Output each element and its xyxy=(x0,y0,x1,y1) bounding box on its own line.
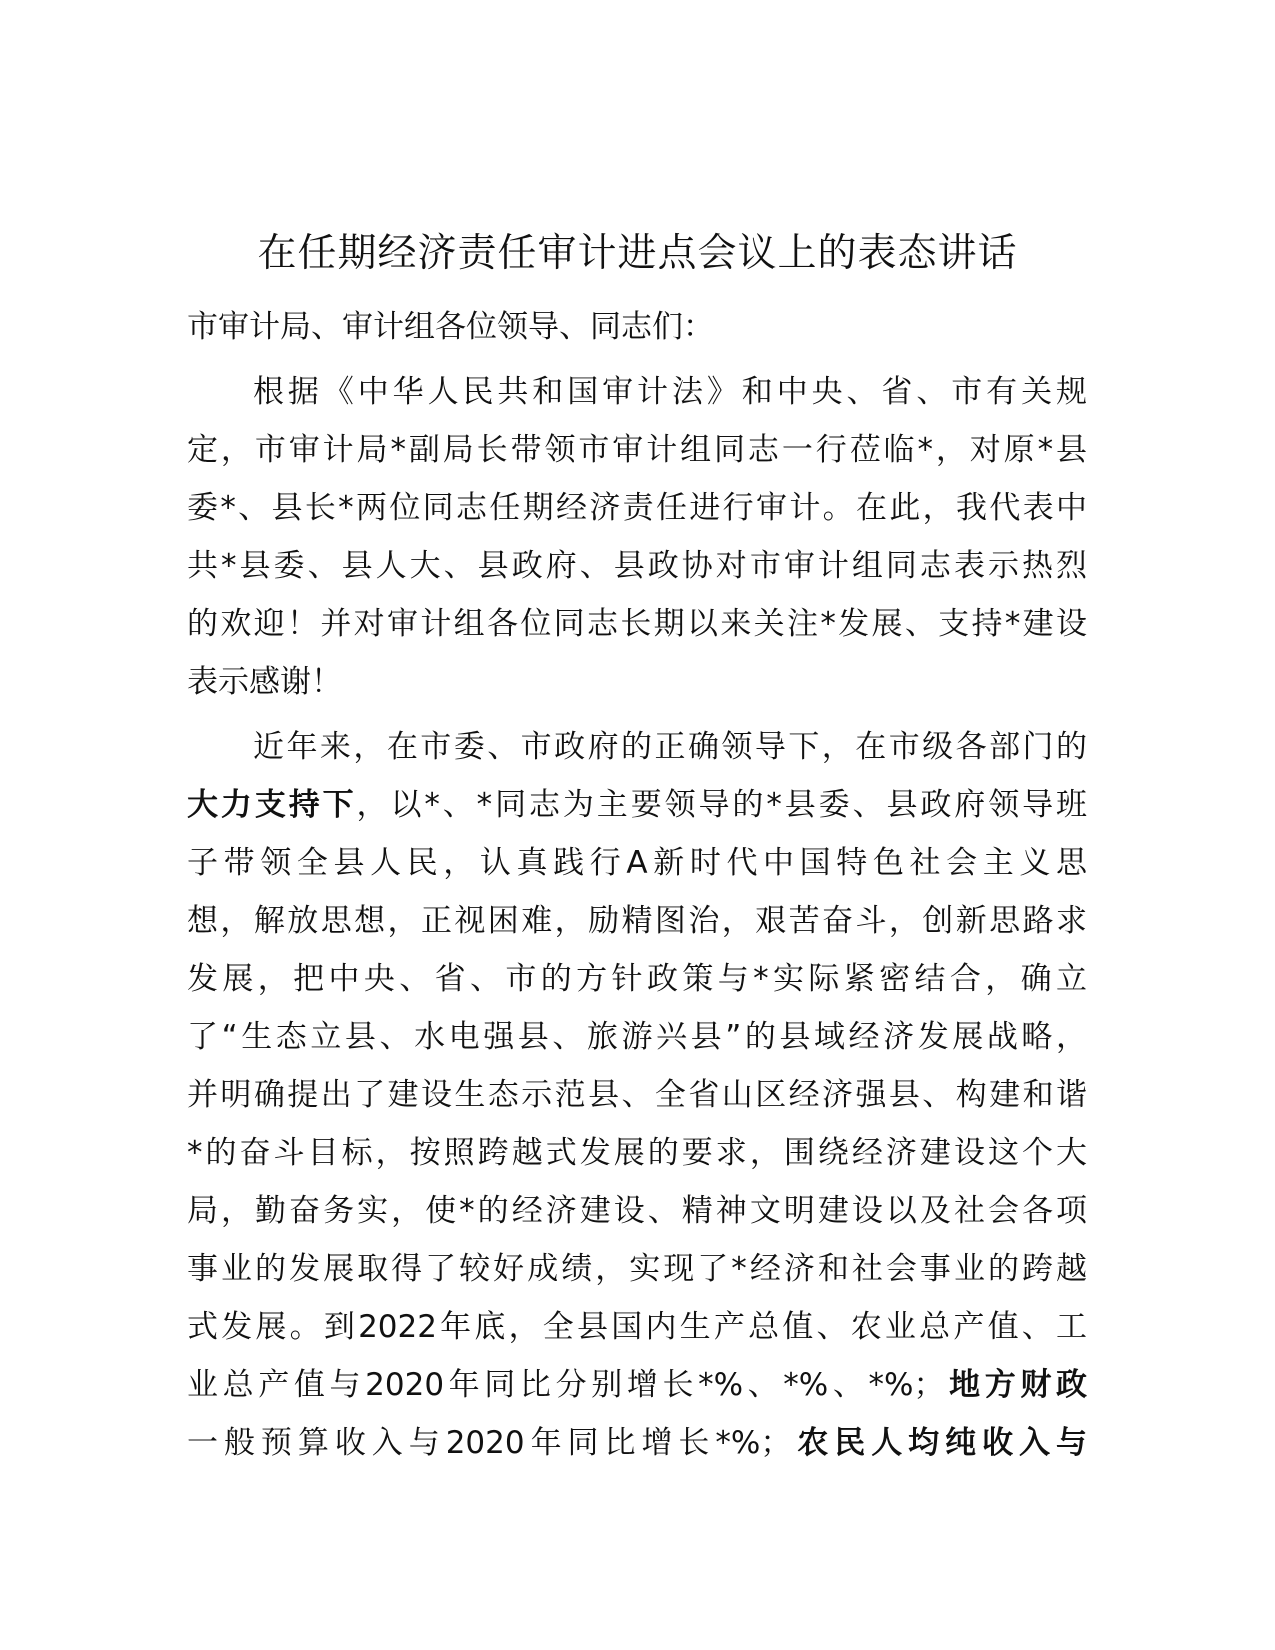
line-text: 业总产值与2020年同比分别增长*%、*%、*%； xyxy=(187,1367,945,1403)
line-text: ，以*、*同志为主要领导的*县委、县政府领导班 xyxy=(356,787,1088,823)
paragraph-line: 式发展。到2022年底，全县国内生产总值、农业总产值、工 xyxy=(187,1309,1087,1345)
paragraph-line: 定，市审计局*副局长带领市审计组同志一行莅临*，对原*县 xyxy=(187,432,1087,468)
bold-phrase: 农民人均纯收入与 xyxy=(791,1425,1087,1461)
bold-phrase: 地方财政 xyxy=(944,1367,1088,1403)
paragraph-gap xyxy=(187,356,1087,363)
paragraph-gap xyxy=(187,711,1087,718)
paragraph-line: 发展，把中央、省、市的方针政策与*实际紧密结合，确立 xyxy=(187,961,1087,997)
paragraph-line: 表示感谢！ xyxy=(187,664,342,700)
paragraph-line xyxy=(187,776,1087,834)
paragraph-line xyxy=(187,1356,1087,1414)
paragraph-1 xyxy=(187,363,1087,711)
paragraph-line: 局，勤奋务实，使*的经济建设、精神文明建设以及社会各项 xyxy=(187,1193,1087,1229)
document-title: 在任期经济责任审计进点会议上的表态讲话 xyxy=(257,231,1018,276)
paragraph-line: 想，解放思想，正视困难，励精图治，艰苦奋斗，创新思路求 xyxy=(187,903,1087,939)
paragraph-line xyxy=(187,1414,1087,1472)
paragraph-line: 根据《中华人民共和国审计法》和中央、省、市有关规 xyxy=(253,374,1087,410)
salutation: 市审计局、审计组各位领导、同志们： xyxy=(187,309,714,345)
paragraph-line: 委*、县长*两位同志任期经济责任进行审计。在此，我代表中 xyxy=(187,490,1087,526)
paragraph-line: 的欢迎！并对审计组各位同志长期以来关注*发展、支持*建设 xyxy=(187,606,1087,642)
paragraph-line: 了“生态立县、水电强县、旅游兴县”的县域经济发展战略， xyxy=(187,1019,1087,1055)
document-body xyxy=(187,298,1087,1472)
paragraph-line: 事业的发展取得了较好成绩，实现了*经济和社会事业的跨越 xyxy=(187,1251,1087,1287)
paragraph-line: 子带领全县人民，认真践行A新时代中国特色社会主义思 xyxy=(187,845,1087,881)
paragraph-line: 共*县委、县人大、县政府、县政协对市审计组同志表示热烈 xyxy=(187,548,1087,584)
line-text: 一般预算收入与2020年同比增长*%； xyxy=(187,1425,792,1461)
paragraph-line: 并明确提出了建设生态示范县、全省山区经济强县、构建和谐 xyxy=(187,1077,1087,1113)
bold-phrase: 大力支持下 xyxy=(187,787,357,823)
paragraph-line: 近年来，在市委、市政府的正确领导下，在市级各部门的 xyxy=(253,729,1087,765)
paragraph-2 xyxy=(187,718,1087,1472)
paragraph-line: *的奋斗目标，按照跨越式发展的要求，围绕经济建设这个大 xyxy=(187,1135,1087,1171)
